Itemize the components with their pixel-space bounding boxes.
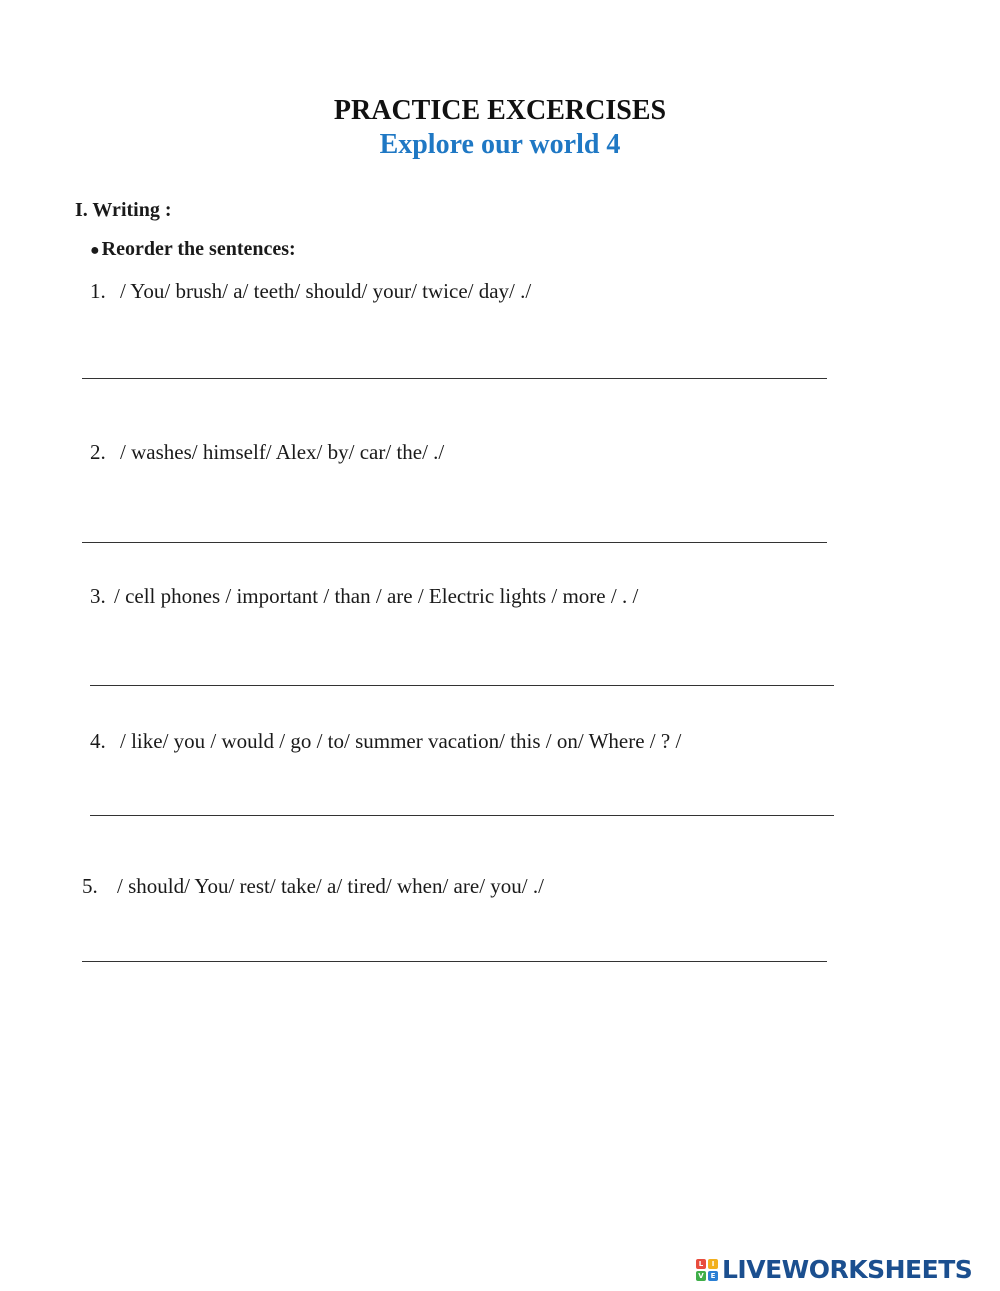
section-heading: I. Writing : [75, 199, 172, 221]
question-number: 4. [90, 729, 106, 753]
instruction-text: Reorder the sentences: [101, 238, 296, 260]
liveworksheets-logo[interactable] [696, 1254, 972, 1286]
logo-blocks-icon [696, 1259, 718, 1281]
question-text: / washes/ himself/ Alex/ by/ car/ the/ ./ [120, 440, 445, 464]
logo-block-l: L [696, 1259, 706, 1269]
logo-text: LIVEWORKSHEETS [722, 1255, 973, 1284]
question-text: / cell phones / important / than / are / Electric lights / more / . / [114, 584, 639, 608]
question-text: / should/ You/ rest/ take/ a/ tired/ when/ are/ you/ ./ [117, 874, 544, 898]
question-number: 2. [90, 440, 106, 464]
logo-block-e: E [708, 1271, 718, 1281]
answer-line-2[interactable] [82, 542, 827, 543]
question-1 [90, 279, 531, 304]
answer-line-1[interactable] [82, 378, 827, 379]
question-number: 5. [82, 874, 98, 898]
question-2 [90, 440, 444, 465]
question-number: 3. [90, 584, 106, 608]
instruction [90, 238, 296, 261]
answer-line-3[interactable] [90, 685, 834, 686]
answer-line-4[interactable] [90, 815, 834, 816]
question-text: / You/ brush/ a/ teeth/ should/ your/ twice/ day/ ./ [120, 279, 532, 303]
question-5 [82, 874, 544, 899]
question-number: 1. [90, 279, 106, 303]
logo-block-v: V [696, 1271, 706, 1281]
question-text: / like/ you / would / go / to/ summer vacation/ this / on/ Where / ? / [120, 729, 682, 753]
page-subtitle: Explore our world 4 [379, 129, 621, 160]
question-4 [90, 729, 681, 754]
page-title: PRACTICE EXCERCISES [333, 95, 667, 126]
logo-block-i: I [708, 1259, 718, 1269]
question-3 [90, 584, 638, 609]
bullet-icon: ● [90, 242, 100, 259]
answer-line-5[interactable] [82, 961, 827, 962]
